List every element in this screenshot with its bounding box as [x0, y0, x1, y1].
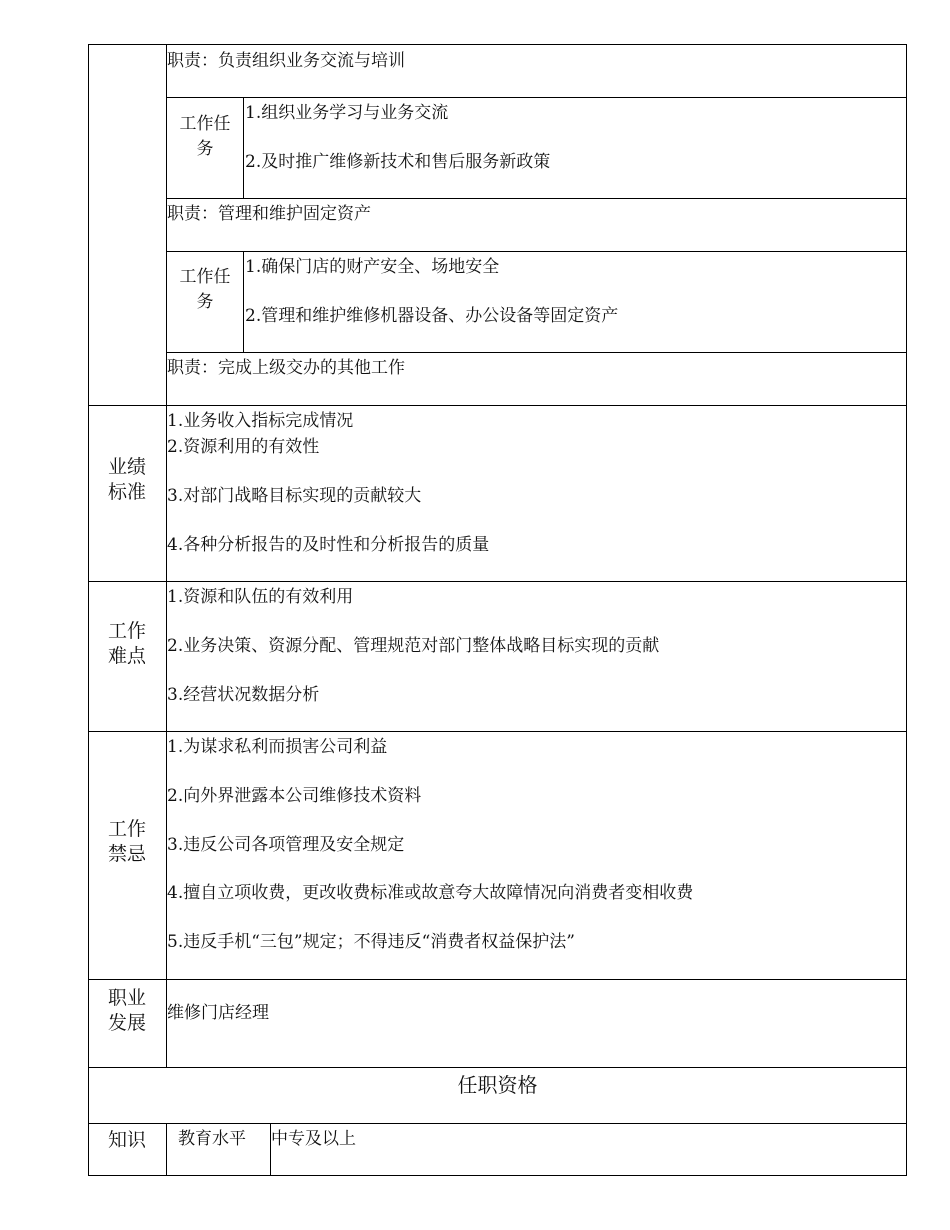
education-value: 中专及以上	[271, 1129, 356, 1149]
prohibition-item-4: 4.擅自立项收费，更改收费标准或故意夸大故障情况向消费者变相收费	[167, 883, 694, 903]
section-line	[88, 1067, 907, 1068]
performance-item-1: 1.业务收入指标完成情况	[167, 411, 354, 431]
section-line	[88, 979, 907, 980]
section-line	[88, 581, 907, 582]
prohibition-item-3: 3.违反公司各项管理及安全规定	[167, 835, 405, 855]
section-line	[88, 405, 907, 406]
task-label-divider	[243, 97, 244, 198]
label-column-divider-knowledge	[166, 1123, 167, 1176]
difficulty-item-2: 2.业务决策、资源分配、管理规范对部门整体战略目标实现的贡献	[167, 636, 660, 656]
prohibition-item-1: 1.为谋求私利而损害公司利益	[167, 737, 388, 757]
section-line	[88, 1123, 907, 1124]
difficulties-label: 工作难点	[107, 620, 146, 667]
duty-1-text: 职责：负责组织业务交流与培训	[167, 51, 405, 71]
row-line	[166, 352, 907, 353]
performance-label: 业绩标准	[107, 456, 146, 503]
row-line	[166, 97, 907, 98]
education-label: 教育水平	[178, 1129, 246, 1149]
task-label-divider	[243, 251, 244, 352]
qualification-title: 任职资格	[457, 1073, 538, 1097]
knowledge-label: 知识	[107, 1129, 146, 1151]
table-border-bottom	[88, 1175, 907, 1176]
row-line	[166, 251, 907, 252]
duty-3-text: 职责：完成上级交办的其他工作	[167, 358, 405, 378]
section-line	[88, 731, 907, 732]
performance-item-4: 4.各种分析报告的及时性和分析报告的质量	[167, 535, 490, 555]
performance-item-3: 3.对部门战略目标实现的贡献较大	[167, 486, 422, 506]
career-value: 维修门店经理	[167, 1003, 269, 1023]
task-1-item-1: 1.组织业务学习与业务交流	[245, 103, 449, 123]
task-2-item-2: 2.管理和维护维修机器设备、办公设备等固定资产	[245, 306, 619, 326]
performance-item-2: 2.资源利用的有效性	[167, 437, 320, 457]
row-line	[166, 198, 907, 199]
task-2-item-1: 1.确保门店的财产安全、场地安全	[245, 257, 500, 277]
career-label: 职业发展	[107, 987, 146, 1034]
task-1-label: 工作任务	[179, 114, 231, 159]
prohibition-item-2: 2.向外界泄露本公司维修技术资料	[167, 786, 422, 806]
difficulty-item-1: 1.资源和队伍的有效利用	[167, 587, 354, 607]
difficulty-item-3: 3.经营状况数据分析	[167, 685, 320, 705]
task-2-label: 工作任务	[179, 267, 231, 312]
table-border-top	[88, 44, 907, 45]
prohibitions-label: 工作禁忌	[107, 818, 146, 865]
prohibition-item-5: 5.违反手机“三包”规定；不得违反“消费者权益保护法”	[167, 932, 575, 952]
table-border-right	[906, 44, 907, 1176]
duty-2-text: 职责：管理和维护固定资产	[167, 204, 371, 224]
task-1-item-2: 2.及时推广维修新技术和售后服务新政策	[245, 152, 551, 172]
